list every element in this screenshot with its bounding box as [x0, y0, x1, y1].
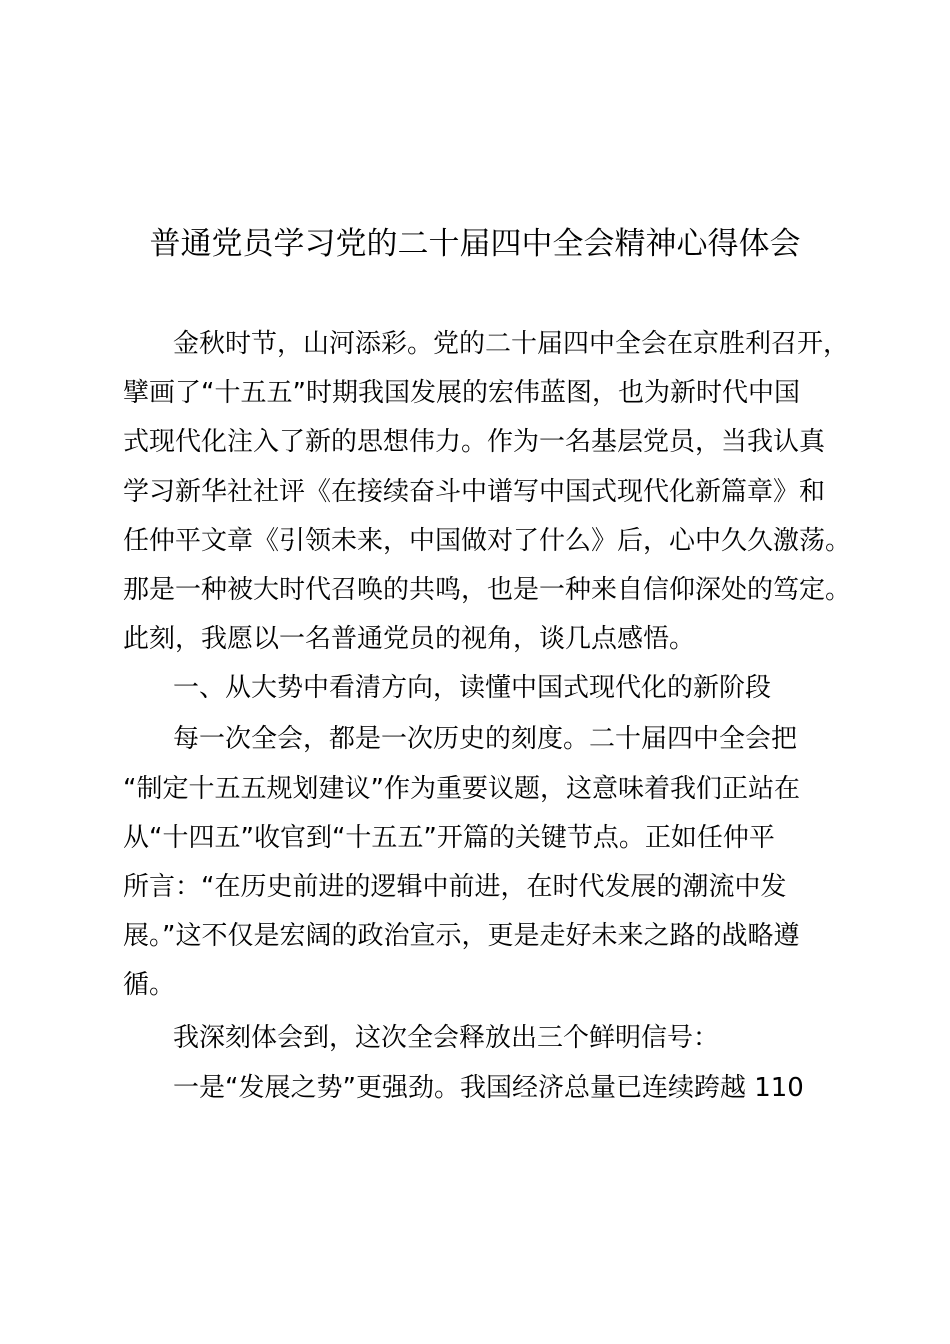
paragraph-line: “制定十五五规划建议”作为重要议题，这意味着我们正站在: [123, 774, 800, 804]
paragraph-line: 从“十四五”收官到“十五五”开篇的关键节点。正如任仲平: [123, 823, 775, 853]
document-title: 普通党员学习党的二十届四中全会精神心得体会: [149, 226, 801, 262]
paragraph-line: 擘画了“十五五”时期我国发展的宏伟蓝图，也为新时代中国: [123, 378, 800, 408]
paragraph-line: 那是一种被大时代召唤的共鸣，也是一种来自信仰深处的笃定。: [123, 575, 852, 605]
paragraph-line: 我深刻体会到，这次全会释放出三个鲜明信号：: [173, 1023, 720, 1053]
paragraph-line: 金秋时节，山河添彩。党的二十届四中全会在京胜利召开，: [173, 329, 850, 359]
paragraph-line: 所言：“在历史前进的逻辑中前进，在时代发展的潮流中发: [123, 872, 787, 902]
section-heading: 一、从大势中看清方向，读懂中国式现代化的新阶段: [173, 673, 772, 703]
paragraph-line: 学习新华社社评《在接续奋斗中谱写中国式现代化新篇章》和: [123, 477, 826, 507]
paragraph-line: 此刻，我愿以一名普通党员的视角，谈几点感悟。: [123, 624, 696, 654]
paragraph-line: 每一次全会，都是一次历史的刻度。二十届四中全会把: [173, 724, 798, 754]
paragraph-line: 一是“发展之势”更强劲。我国经济总量已连续跨越 110: [173, 1073, 804, 1103]
paragraph-line: 循。: [123, 970, 176, 1000]
paragraph-line: 任仲平文章《引领未来，中国做对了什么》后，心中久久激荡。: [123, 526, 852, 556]
paragraph-line: 式现代化注入了新的思想伟力。作为一名基层党员，当我认真: [123, 427, 826, 457]
paragraph-line: 展。”这不仅是宏阔的政治宣示，更是走好未来之路的战略遵: [123, 921, 800, 951]
